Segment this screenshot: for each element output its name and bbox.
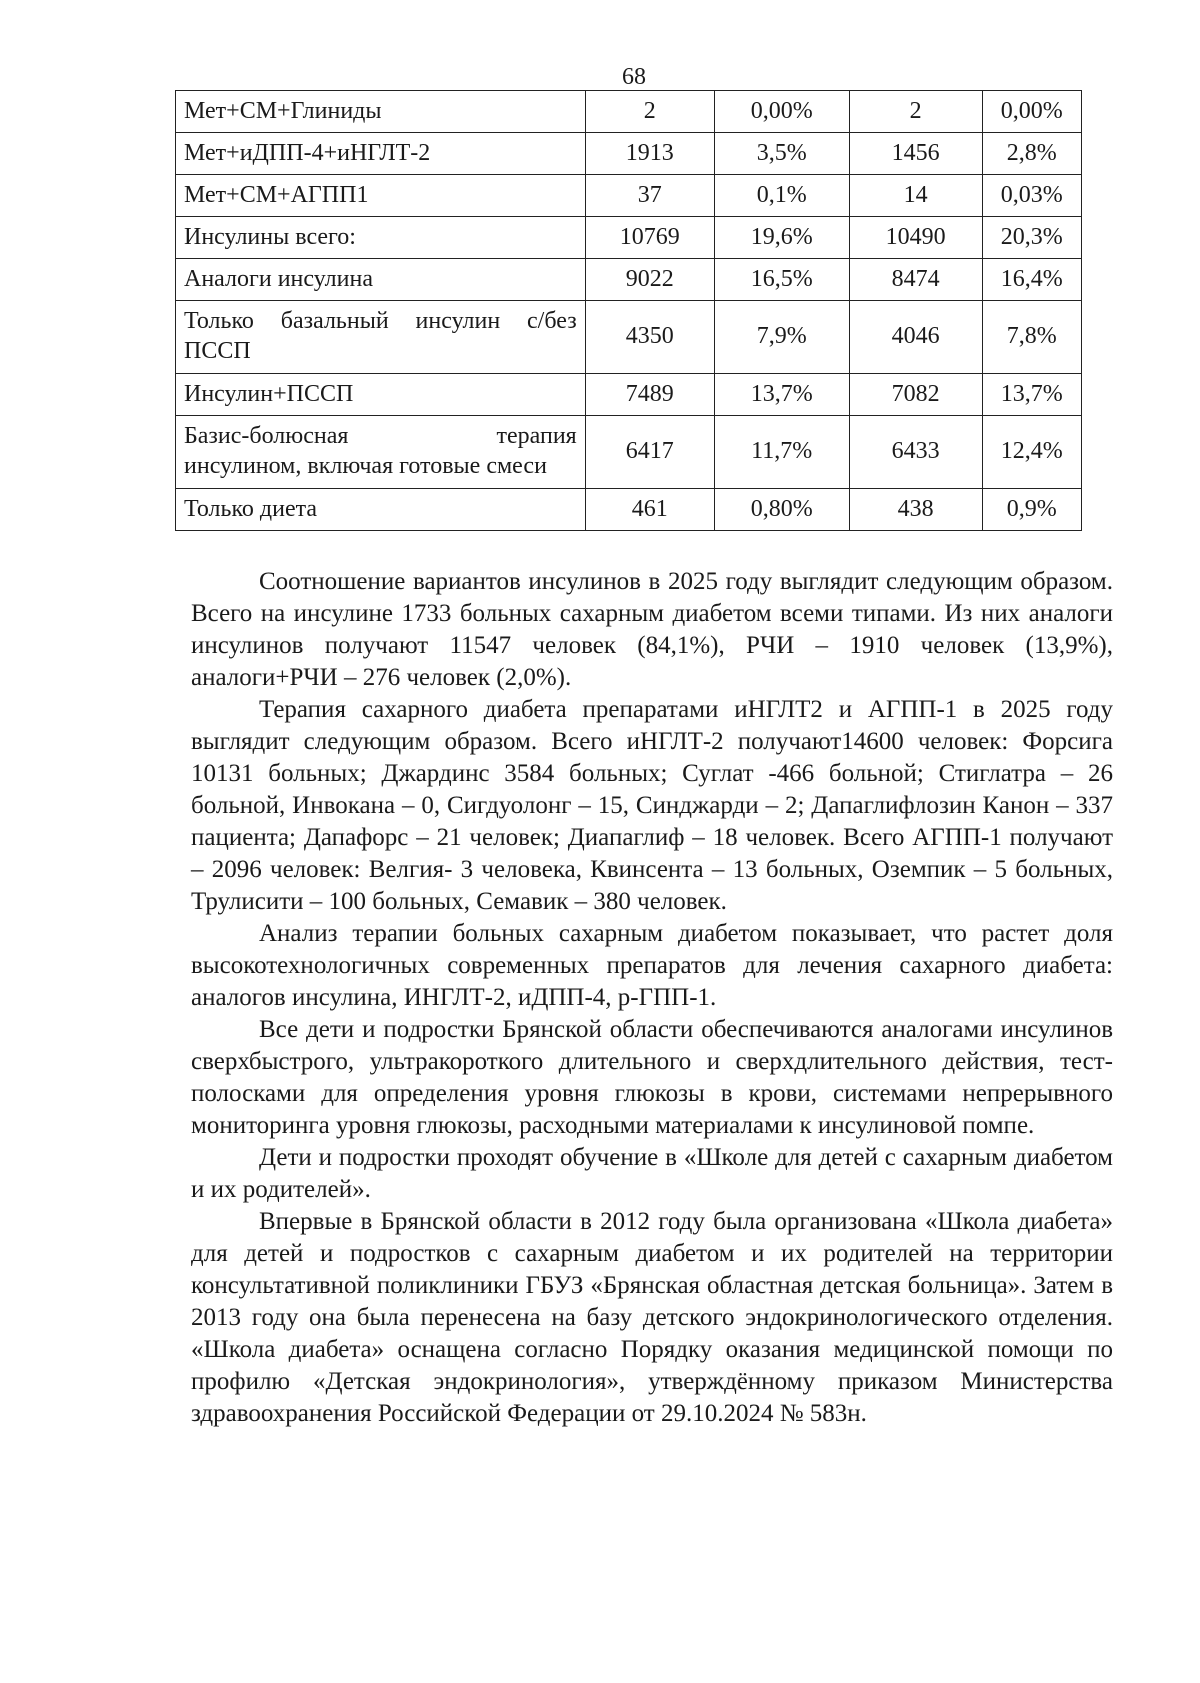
table-row xyxy=(176,489,1082,531)
cell-count-2: 8474 xyxy=(849,259,982,301)
cell-percent-1: 13,7% xyxy=(714,374,849,416)
body-text xyxy=(191,566,1113,1430)
table-row xyxy=(176,175,1082,217)
cell-percent-1: 0,1% xyxy=(714,175,849,217)
row-label-word: терапия xyxy=(496,423,577,449)
paragraph: Терапия сахарного диабета препаратами иНГЛТ2 и АГПП-1 в 2025 году выглядит следующим образом. Всего иНГЛТ-2 получают14600 человек: Форсига 10131 больных; Джардинс 3584 больных; Суглат -466 больной; Стиглатра – 26 больной, Инвокана – 0, Сигдуолонг – 15, Синджарди – 2; Дапаглифлозин Канон – 337 пациента; Дапафорс – 21 человек; Диапаглиф – 18 человек. Всего АГПП-1 получают – 2096 человек: Велгия- 3 человека, Квинсента – 13 больных, Оземпик – 5 больных, Трулисити – 100 больных, Семавик – 380 человек. xyxy=(191,696,1113,915)
table-row xyxy=(176,301,1082,374)
cell-count-2: 7082 xyxy=(849,374,982,416)
cell-count-1: 7489 xyxy=(585,374,714,416)
row-label-word: Базис-болюсная xyxy=(184,423,349,449)
table-row xyxy=(176,133,1082,175)
cell-percent-2: 20,3% xyxy=(982,217,1082,259)
row-label: Мет+СМ+АГПП1 xyxy=(176,175,586,217)
paragraph: Впервые в Брянской области в 2012 году была организована «Школа диабета» для детей и подростков с сахарным диабетом и их родителей на территории консультативной поликлиники ГБУЗ «Брянская областная детская больница». Затем в 2013 году она была перенесена на базу детского эндокринологического отделения. «Школа диабета» оснащена согласно Порядку оказания медицинской помощи по профилю «Детская эндокринология», утверждённому приказом Министерства здравоохранения Российской Федерации от 29.10.2024 № 583н. xyxy=(191,1208,1113,1427)
cell-count-2: 2 xyxy=(849,91,982,133)
row-label-line-2: инсулином, включая готовые смеси xyxy=(184,453,547,479)
cell-count-1: 6417 xyxy=(585,416,714,489)
cell-count-2: 14 xyxy=(849,175,982,217)
row-label: Мет+иДПП-4+иНГЛТ-2 xyxy=(176,133,586,175)
row-label-line-2: ПССП xyxy=(184,338,251,364)
cell-count-2: 438 xyxy=(849,489,982,531)
row-label xyxy=(176,416,586,489)
row-label: Только диета xyxy=(176,489,586,531)
table-row xyxy=(176,217,1082,259)
therapy-table xyxy=(175,90,1082,531)
row-label-word: базальный xyxy=(280,308,389,334)
row-label-word: с/без xyxy=(527,308,577,334)
row-label-line-1 xyxy=(184,306,577,336)
cell-count-2: 4046 xyxy=(849,301,982,374)
cell-count-1: 9022 xyxy=(585,259,714,301)
cell-percent-2: 0,9% xyxy=(982,489,1082,531)
paragraph: Дети и подростки проходят обучение в «Школе для детей с сахарным диабетом и их родителей». xyxy=(191,1144,1113,1203)
cell-percent-2: 12,4% xyxy=(982,416,1082,489)
paragraph: Анализ терапии больных сахарным диабетом показывает, что растет доля высокотехнологичных современных препаратов для лечения сахарного диабета: аналогов инсулина, ИНГЛТ-2, иДПП-4, р-ГПП-1. xyxy=(191,920,1113,1011)
row-label-word: Только xyxy=(184,308,254,334)
cell-percent-1: 7,9% xyxy=(714,301,849,374)
table-row xyxy=(176,91,1082,133)
cell-count-2: 10490 xyxy=(849,217,982,259)
cell-count-1: 1913 xyxy=(585,133,714,175)
cell-percent-2: 2,8% xyxy=(982,133,1082,175)
cell-percent-1: 0,80% xyxy=(714,489,849,531)
row-label-word: инсулин xyxy=(415,308,501,334)
table-row xyxy=(176,374,1082,416)
cell-count-1: 461 xyxy=(585,489,714,531)
cell-percent-1: 0,00% xyxy=(714,91,849,133)
row-label: Инсулин+ПССП xyxy=(176,374,586,416)
table-row xyxy=(176,416,1082,489)
paragraph: Все дети и подростки Брянской области обеспечиваются аналогами инсулинов сверхбыстрого, ультракороткого длительного и сверхдлительного действия, тест-полосками для определения уровня глюкозы в крови, системами непрерывного мониторинга уровня глюкозы, расходными материалами к инсулиновой помпе. xyxy=(191,1016,1113,1139)
cell-percent-1: 3,5% xyxy=(714,133,849,175)
row-label: Инсулины всего: xyxy=(176,217,586,259)
row-label: Мет+СМ+Глиниды xyxy=(176,91,586,133)
cell-percent-1: 11,7% xyxy=(714,416,849,489)
cell-percent-1: 16,5% xyxy=(714,259,849,301)
cell-count-2: 1456 xyxy=(849,133,982,175)
page-number: 68 xyxy=(622,64,646,90)
cell-count-1: 10769 xyxy=(585,217,714,259)
cell-percent-2: 13,7% xyxy=(982,374,1082,416)
cell-percent-2: 16,4% xyxy=(982,259,1082,301)
paragraph: Соотношение вариантов инсулинов в 2025 году выглядит следующим образом. Всего на инсулине 1733 больных сахарным диабетом всеми типами. Из них аналоги инсулинов получают 11547 человек (84,1%), РЧИ – 1910 человек (13,9%), аналоги+РЧИ – 276 человек (2,0%). xyxy=(191,568,1113,691)
cell-percent-2: 0,00% xyxy=(982,91,1082,133)
cell-count-1: 37 xyxy=(585,175,714,217)
cell-count-1: 2 xyxy=(585,91,714,133)
row-label xyxy=(176,301,586,374)
cell-percent-1: 19,6% xyxy=(714,217,849,259)
cell-count-1: 4350 xyxy=(585,301,714,374)
cell-percent-2: 0,03% xyxy=(982,175,1082,217)
cell-count-2: 6433 xyxy=(849,416,982,489)
row-label: Аналоги инсулина xyxy=(176,259,586,301)
table-row xyxy=(176,259,1082,301)
row-label-line-1 xyxy=(184,421,577,451)
cell-percent-2: 7,8% xyxy=(982,301,1082,374)
